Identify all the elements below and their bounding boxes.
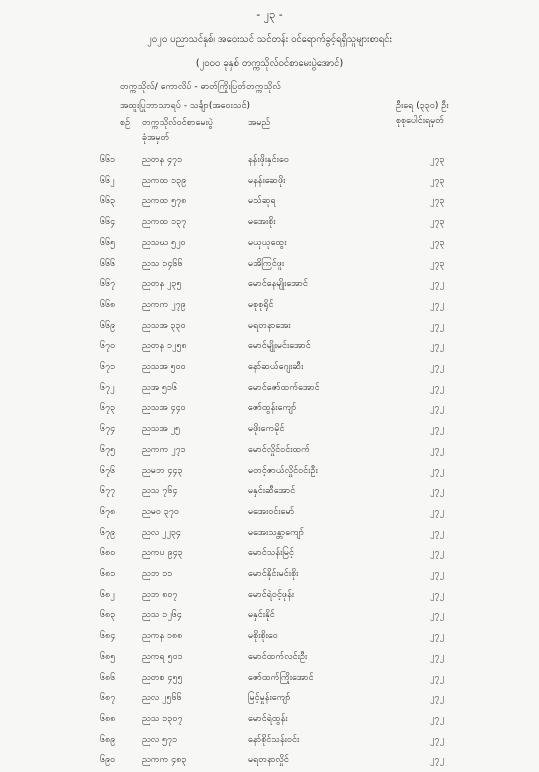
- roll-number-cell: ညကက ၂၇၁: [142, 444, 186, 455]
- document-title: ၂၀၂၀ ပညာသင်နှစ်၊ အဝေးသင် သင်တန်း ဝင်ရောက်ခွင့်ရရှိသူများစာရင်း: [147, 34, 392, 45]
- marks-cell: ၂၇၂: [430, 299, 444, 310]
- roll-number-cell: ညတန ၁၂၅၈: [142, 341, 187, 352]
- serial-cell: ၆၆၇: [100, 279, 116, 290]
- serial-cell: ၆၈၈: [100, 713, 116, 724]
- marks-cell: ၂၇၂: [430, 610, 444, 621]
- name-cell: မောင်ရဲဝင့်ဖုန်း: [248, 589, 295, 600]
- name-cell: ဇော်ထက်ကြိုးအောင်: [248, 672, 314, 683]
- roll-number-cell: ညသ ၇၆၄: [142, 486, 178, 497]
- table-row: [0, 320, 539, 338]
- serial-cell: ၆၆၉: [100, 320, 116, 331]
- roll-number-cell: ညသအ ၅၀၀: [142, 362, 186, 372]
- name-cell: နော်စိုင်သန်းဝင်း: [248, 734, 300, 745]
- table-row: [0, 465, 539, 483]
- name-cell: နန်းဖိုးနှင်းဝေ: [248, 155, 289, 165]
- roll-number-cell: ညကပ ၉၄၃: [142, 548, 183, 559]
- name-cell: မစိုးစိုးဝေ: [248, 631, 278, 642]
- table-row: [0, 444, 539, 462]
- roll-number-cell: ညတန ၄၇၁: [142, 155, 183, 165]
- marks-cell: ၂၇၂: [430, 631, 444, 642]
- marks-cell: ၂၇၂: [430, 486, 444, 497]
- roll-number-header: တက္ကသိုလ်ဝင်စာမေးပွဲ: [142, 118, 213, 128]
- serial-cell: ၆၇၄: [100, 424, 116, 435]
- marks-cell: ၂၇၂: [430, 465, 444, 476]
- table-row: [0, 589, 539, 607]
- name-cell: ဇော်ထွန်းကျော်: [248, 403, 297, 414]
- marks-cell: ၂၇၃: [430, 175, 445, 186]
- marks-cell: ၂၇၂: [430, 320, 444, 331]
- table-row: [0, 527, 539, 545]
- table-row: [0, 568, 539, 586]
- roll-number-cell: ညသ ၁၃၀၇: [142, 713, 183, 724]
- table-row: [0, 547, 539, 565]
- serial-cell: ၆၆၂: [100, 175, 115, 186]
- serial-cell: ၆၈၂: [100, 589, 115, 600]
- roll-number-cell: ညမ၀ ၃၇၀: [142, 506, 179, 517]
- serial-cell: ၆၇၀: [100, 341, 116, 352]
- serial-cell: ၆၇၆: [100, 465, 116, 476]
- serial-cell: ၆၇၇: [100, 486, 116, 497]
- quota-label: ဦးရေ (၃၃၀) ဦး: [396, 101, 449, 111]
- name-cell: မောင်ရဲထွန်း: [248, 713, 288, 724]
- name-cell: မောင်ဇော်ထက်အောင်: [248, 382, 320, 393]
- marks-cell: ၂၇၃: [430, 196, 445, 207]
- name-cell: မောင်နိုင်းမင်းစိုး: [248, 569, 299, 579]
- roll-number-cell: ညမဘ ၄၄၃: [142, 465, 183, 476]
- serial-cell: ၆၈၅: [100, 651, 116, 662]
- marks-cell: ၂၇၂: [430, 755, 444, 766]
- marks-cell: ၂၇၃: [430, 258, 445, 269]
- marks-cell: ၂၇၂: [430, 569, 444, 579]
- marks-cell: ၂၇၂: [430, 424, 444, 435]
- marks-cell: ၂၇၂: [430, 403, 444, 414]
- serial-cell: ၆၇၉: [100, 527, 116, 538]
- roll-number-cell: ညသအ ၄၄၀: [142, 403, 186, 414]
- roll-number-cell: ညလ ၅၇၁: [142, 734, 178, 745]
- page-number: - ၂၃ -: [256, 8, 283, 21]
- marks-cell: ၂၇၂: [430, 279, 444, 290]
- document-subtitle: (၂၀၀၀ ခုနှစ် တက္ကသိုလ်ဝင်စာမေးပွဲအောင်): [195, 58, 344, 69]
- serial-cell: ၆၆၈: [100, 299, 116, 310]
- marks-cell: ၂၇၂: [430, 444, 444, 455]
- major-label: အထူးပြုဘာသာရပ် - သင်္ချာ(အဝေးသင်): [120, 101, 251, 111]
- serial-cell: ၆၈၃: [100, 610, 116, 621]
- marks-cell: ၂၇၂: [430, 693, 444, 704]
- name-cell: မနှင်းနိုင်: [248, 610, 275, 621]
- roll-number-cell: ညကက ၂၇၉: [142, 299, 186, 310]
- name-cell: မအေးသန္တာကျော်: [248, 527, 305, 538]
- name-cell: မရတနာအေး: [248, 320, 291, 331]
- table-row: [0, 216, 539, 234]
- roll-number-cell: ညကထ ၅၇၈: [142, 196, 187, 207]
- marks-cell: ၂၇၂: [430, 506, 444, 517]
- serial-cell: ၆၆၃: [100, 196, 116, 207]
- serial-cell: ၆၈၆: [100, 672, 116, 683]
- table-row: [0, 195, 539, 213]
- total-marks-header: စုစုပေါင်းရမှတ်: [396, 116, 445, 126]
- table-row: [0, 672, 539, 690]
- table-row: [0, 278, 539, 296]
- name-cell: မတင့်ဇာယ်လှိုင်ဝင်းဦး: [248, 465, 318, 476]
- roll-number-cell: ညတစ ၄၅၅: [142, 672, 183, 683]
- marks-cell: ၂၇၂: [430, 734, 444, 745]
- table-row: [0, 258, 539, 276]
- table-row: [0, 734, 539, 752]
- name-cell: မစုစုရိုင်: [248, 299, 274, 310]
- marks-cell: ၂၇၂: [430, 362, 444, 372]
- marks-cell: ၂၇၂: [430, 713, 444, 724]
- roll-number-cell: ညသ ၁၄၆၆: [142, 258, 183, 269]
- marks-cell: ၂၇၂: [430, 589, 444, 600]
- serial-cell: ၆၇၅: [100, 444, 116, 455]
- serial-cell: ၆၆၁: [100, 155, 116, 165]
- roll-number-cell: ညကထ ၁၃၉: [142, 175, 187, 186]
- name-cell: မယုယုထွေး: [248, 237, 287, 248]
- serial-cell: ၆၇၈: [100, 506, 116, 517]
- roll-number-cell: ညတန ၂၃၅: [142, 279, 182, 290]
- name-cell: မောင်လှိုင်ဝင်းထက်: [248, 444, 310, 455]
- table-row: [0, 237, 539, 255]
- table-row: [0, 506, 539, 524]
- table-row: [0, 299, 539, 317]
- roll-number-cell: ညသ ၁၂၆၄: [142, 610, 182, 621]
- roll-number-cell: ညကထ ၁၃၇: [142, 217, 187, 228]
- serial-cell: ၆၈၄: [100, 631, 116, 642]
- marks-cell: ၂၇၂: [430, 672, 444, 683]
- name-cell: မဖိုးကေမိုင်: [248, 424, 285, 435]
- roll-number-cell: ညသအ ၃၃၀: [142, 320, 186, 331]
- name-cell: မအေးစိုး: [248, 217, 276, 228]
- serial-cell: ၆၇၂: [100, 382, 115, 393]
- roll-number-cell: ညကက ၄၈၃: [142, 755, 187, 766]
- table-row: [0, 402, 539, 420]
- table-row: [0, 651, 539, 669]
- marks-cell: ၂၇၂: [430, 382, 444, 393]
- table-row: [0, 485, 539, 503]
- university-label: တက္ကသိုလ်/ ကောလိပ် - ဓာတ်ကြိုးပြတ်တက္ကသိုလ်: [120, 82, 281, 92]
- serial-cell: ၆၈၁: [100, 569, 116, 579]
- name-cell: မောင်ထက်လင်းဦး: [248, 651, 308, 662]
- table-row: [0, 340, 539, 358]
- name-cell: မောင်နေမျိုးအောင်: [248, 279, 308, 290]
- roll-number-cell: ညအ ၅၁၆: [142, 382, 178, 393]
- table-row: [0, 154, 539, 172]
- roll-number-cell: ညဘ ၁၁: [142, 569, 173, 579]
- serial-cell: ၆၆၅: [100, 237, 116, 248]
- table-row: [0, 609, 539, 627]
- table-row: [0, 361, 539, 379]
- serial-cell: ၆၇၃: [100, 403, 116, 414]
- roll-number-cell: ညလ ၂၅၆၆: [142, 693, 182, 704]
- name-cell: မရတနာလှိုင်: [248, 755, 289, 766]
- name-cell: မောင်သန်းမြင့်: [248, 548, 295, 559]
- roll-number-header-line2: ခုံအမှတ်: [142, 133, 170, 143]
- marks-cell: ၂၇၂: [430, 341, 444, 352]
- serial-cell: ၆၈၇: [100, 693, 116, 704]
- table-row: [0, 382, 539, 400]
- serial-cell: ၆၈၉: [100, 734, 116, 745]
- marks-cell: ၂၇၃: [430, 155, 445, 165]
- roll-number-cell: ညကန ၁၈၈: [142, 631, 183, 642]
- serial-cell: ၆၇၁: [100, 362, 116, 372]
- serial-cell: ၆၆၆: [100, 258, 116, 269]
- name-cell: မနှင်းဆီအောင်: [248, 486, 296, 497]
- name-cell: နော်ဆယ်ဂျေးဆီး: [248, 362, 304, 372]
- name-header: အမည်: [248, 118, 271, 128]
- roll-number-cell: ညသအ ၂၅: [142, 424, 181, 435]
- table-row: [0, 754, 539, 772]
- table-row: [0, 630, 539, 648]
- serial-header: စဉ်: [120, 118, 131, 128]
- name-cell: မြင့်မှုန်းကျော်: [248, 693, 291, 704]
- marks-cell: ၂၇၂: [430, 527, 444, 538]
- marks-cell: ၂၇၃: [430, 237, 445, 248]
- roll-number-cell: ညလ ၂၂၃၄: [142, 527, 181, 538]
- name-cell: မအေးဝင်းမော်: [248, 506, 295, 517]
- table-row: [0, 175, 539, 193]
- name-cell: မအိကြင်ဖူး: [248, 258, 285, 269]
- table-row: [0, 692, 539, 710]
- marks-cell: ၂၇၂: [430, 651, 444, 662]
- roll-number-cell: ညကရ ၅၀၁: [142, 651, 183, 662]
- name-cell: မနန်းဆေဖိုး: [248, 175, 286, 186]
- table-row: [0, 713, 539, 731]
- serial-cell: ၆၈၀: [100, 548, 116, 559]
- name-cell: မသ်ဆုရ: [248, 196, 276, 207]
- table-row: [0, 423, 539, 441]
- serial-cell: ၆၆၄: [100, 217, 116, 228]
- marks-cell: ၂၇၂: [430, 548, 444, 559]
- roll-number-cell: ညဘ ၈၀၇: [142, 589, 178, 600]
- marks-cell: ၂၇၃: [430, 217, 445, 228]
- roll-number-cell: ညသဃ ၅၂၀: [142, 237, 186, 248]
- serial-cell: ၆၉၀: [100, 755, 116, 766]
- name-cell: မောင်မျိုးမင်းအောင်: [248, 341, 311, 352]
